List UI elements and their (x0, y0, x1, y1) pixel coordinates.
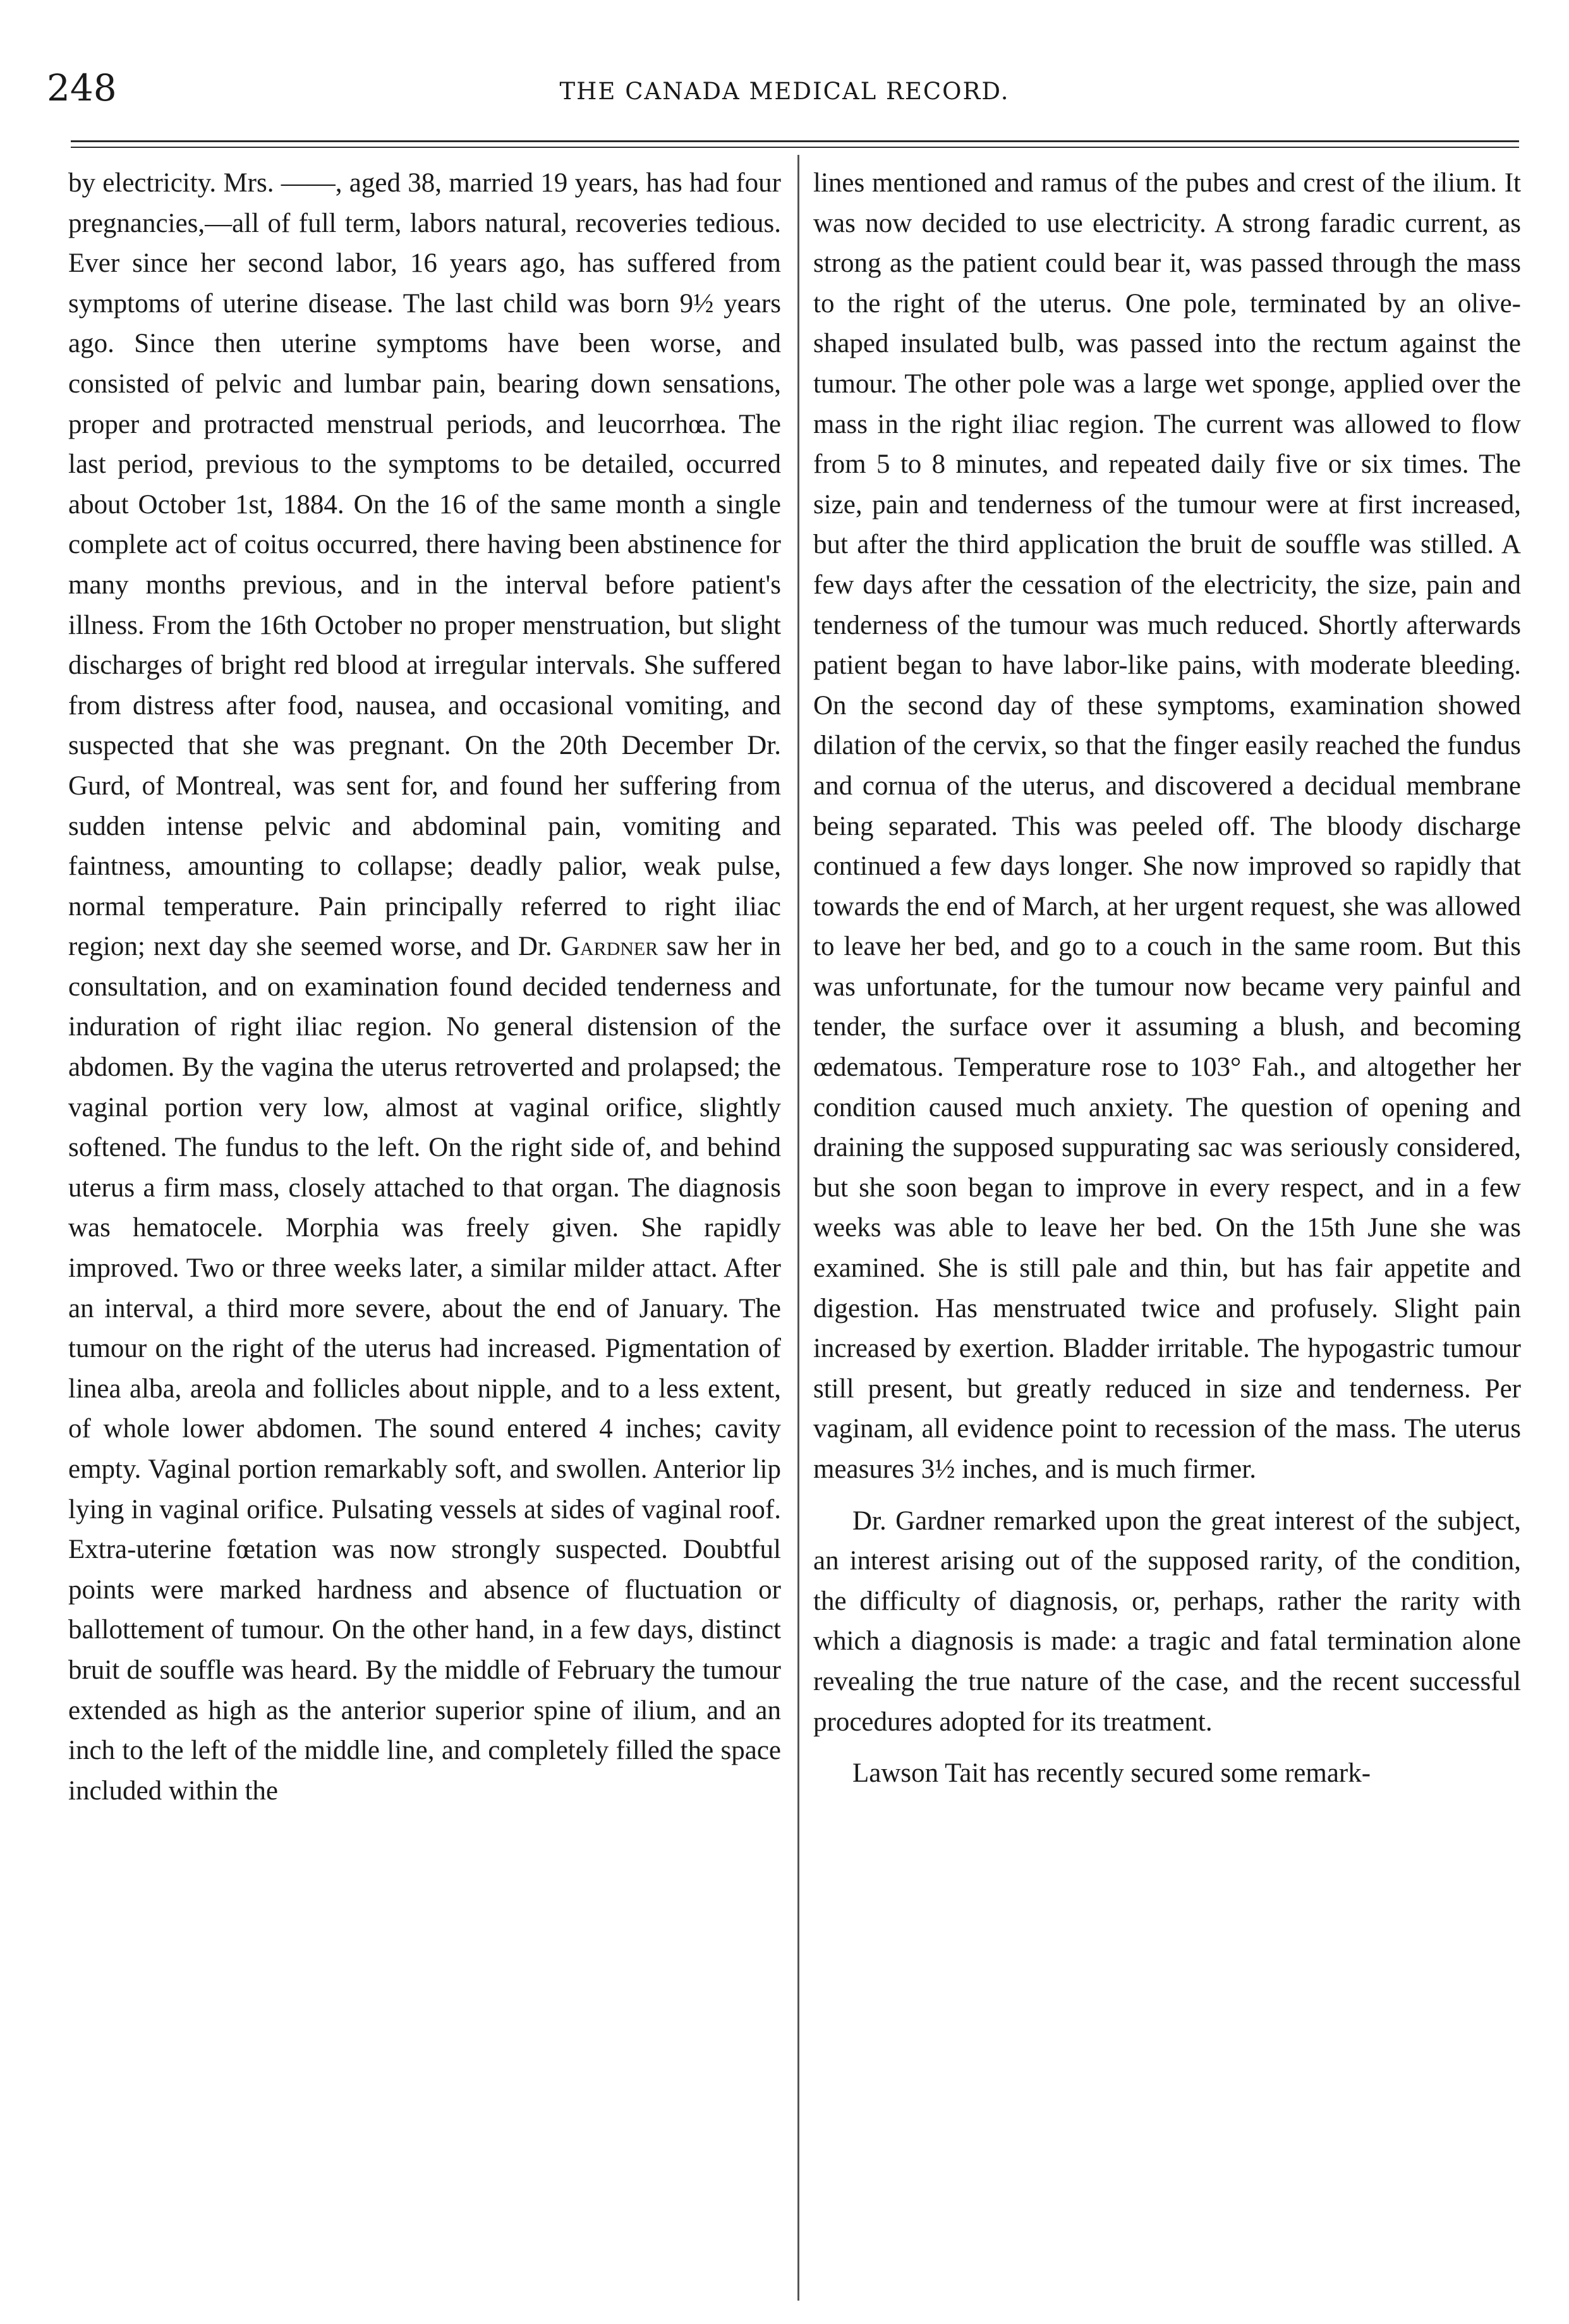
column-divider (797, 155, 799, 2301)
running-head: THE CANADA MEDICAL RECORD. (559, 78, 1010, 105)
left-paragraph-1-part-a: by electricity. Mrs. ——, aged 38, married 19 years, has had four pregnancies,—all of full term, labors natural, recoveries tedious. Ever since her second labor, 16 years ago, has suffered from symptoms of uterine disease. The last child was born 9½ years ago. Since then uterine symptoms have been worse, and consisted of pelvic and lumbar pain, bearing down sensations, proper and protracted menstrual periods, and leucorrhœa. The last period, previous to the symptoms to be detailed, occurred about October 1st, 1884. On the 16 of the same month a single complete act of coitus occurred, there having been abstinence for many months previous, and in the interval before patient's illness. From the 16th October no proper menstruation, but slight discharges of bright red blood at irregular intervals. She suffered from distress after food, nausea, and occasional vomiting, and suspected that she was pregnant. On the 20th December Dr. Gurd, of Montreal, was sent for, and found her suffering from sudden intense pelvic and abdominal pain, vomiting and faintness, amounting to collapse; deadly palior, weak pulse, normal temperature. Pain principally referred to right iliac region; next day she seemed worse, and Dr. (68, 168, 781, 962)
left-paragraph-1 (68, 163, 781, 1811)
right-column (813, 163, 1521, 1794)
left-paragraph-1-part-b: saw her in consultation, and on examination found decided tenderness and induration of right iliac region. No general distension of the abdomen. By the vagina the uterus retroverted and prolapsed; the vaginal portion very low, almost at vaginal orifice, slightly softened. The fundus to the left. On the right side of, and behind uterus a firm mass, closely attached to that organ. The diagnosis was hematocele. Morphia was freely given. She rapidly improved. Two or three weeks later, a similar milder attact. After an interval, a third more severe, about the end of January. The tumour on the right of the uterus had increased. Pigmentation of linea alba, areola and follicles about nipple, and to a less extent, of whole lower abdomen. The sound entered 4 inches; cavity empty. Vaginal portion remarkably soft, and swollen. Anterior lip lying in vaginal orifice. Pulsating vessels at sides of vaginal roof. Extra-uterine fœtation was now strongly suspected. Doubtful points were marked hardness and absence of fluctuation or ballottement of tumour. On the other hand, in a few days, distinct bruit de souffle was heard. By the middle of February the tumour extended as high as the anterior superior spine of ilium, and an inch to the left of the middle line, and completely filled the space included within the (68, 932, 782, 1806)
person-name-gardner: Gardner (560, 932, 658, 962)
right-paragraph-2: Dr. Gardner remarked upon the great interest of the subject, an interest arising out of the supposed rarity, of the condition, the difficulty of diagnosis, or, perhaps, rather the rarity with which a diagnosis is made: a tragic and fatal termination alone revealing the true nature of the case, and the recent successful procedures adopted for its treatment. (813, 1506, 1521, 1737)
left-column (68, 163, 781, 1811)
right-paragraph-1: lines mentioned and ramus of the pubes and crest of the ilium. It was now decided to use electricity. A strong faradic current, as strong as the patient could bear it, was passed through the mass to the right of the uterus. One pole, terminated by an olive-shaped insulated bulb, was passed into the rectum against the tumour. The other pole was a large wet sponge, applied over the mass in the right iliac region. The current was allowed to flow from 5 to 8 minutes, and repeated daily five or six times. The size, pain and tenderness of the tumour were at first increased, but after the third application the bruit de souffle was stilled. A few days after the cessation of the electricity, the size, pain and tenderness of the tumour was much reduced. Shortly afterwards patient began to have labor-like pains, with moderate bleeding. On the second day of these symptoms, examination showed dilation of the cervix, so that the finger easily reached the fundus and cornua of the uterus, and discovered a decidual membrane being separated. This was peeled off. The bloody discharge continued a few days longer. She now improved so rapidly that towards the end of March, at her urgent request, she was allowed to leave her bed, and go to a couch in the same room. But this was unfortunate, for the tumour now became very painful and tender, the surface over it assuming a blush, and becoming œdematous. Temperature rose to 103° Fah., and altogether her condition caused much anxiety. The question of opening and draining the supposed suppurating sac was seriously considered, but she soon began to improve in every respect, and in a few weeks was able to leave her bed. On the 15th June she was examined. She is still pale and thin, but has fair appetite and digestion. Has menstruated twice and profusely. Slight pain increased by exertion. Bladder irritable. The hypogastric tumour still present, but greatly reduced in size and tenderness. Per vaginam, all evidence point to recession of the mass. The uterus measures 3½ inches, and is much firmer. (813, 168, 1521, 1484)
page-number: 248 (47, 66, 117, 109)
header-rule-thin (71, 147, 1519, 148)
right-paragraph-3: Lawson Tait has recently secured some remark- (852, 1758, 1371, 1789)
header-rule (71, 140, 1519, 142)
